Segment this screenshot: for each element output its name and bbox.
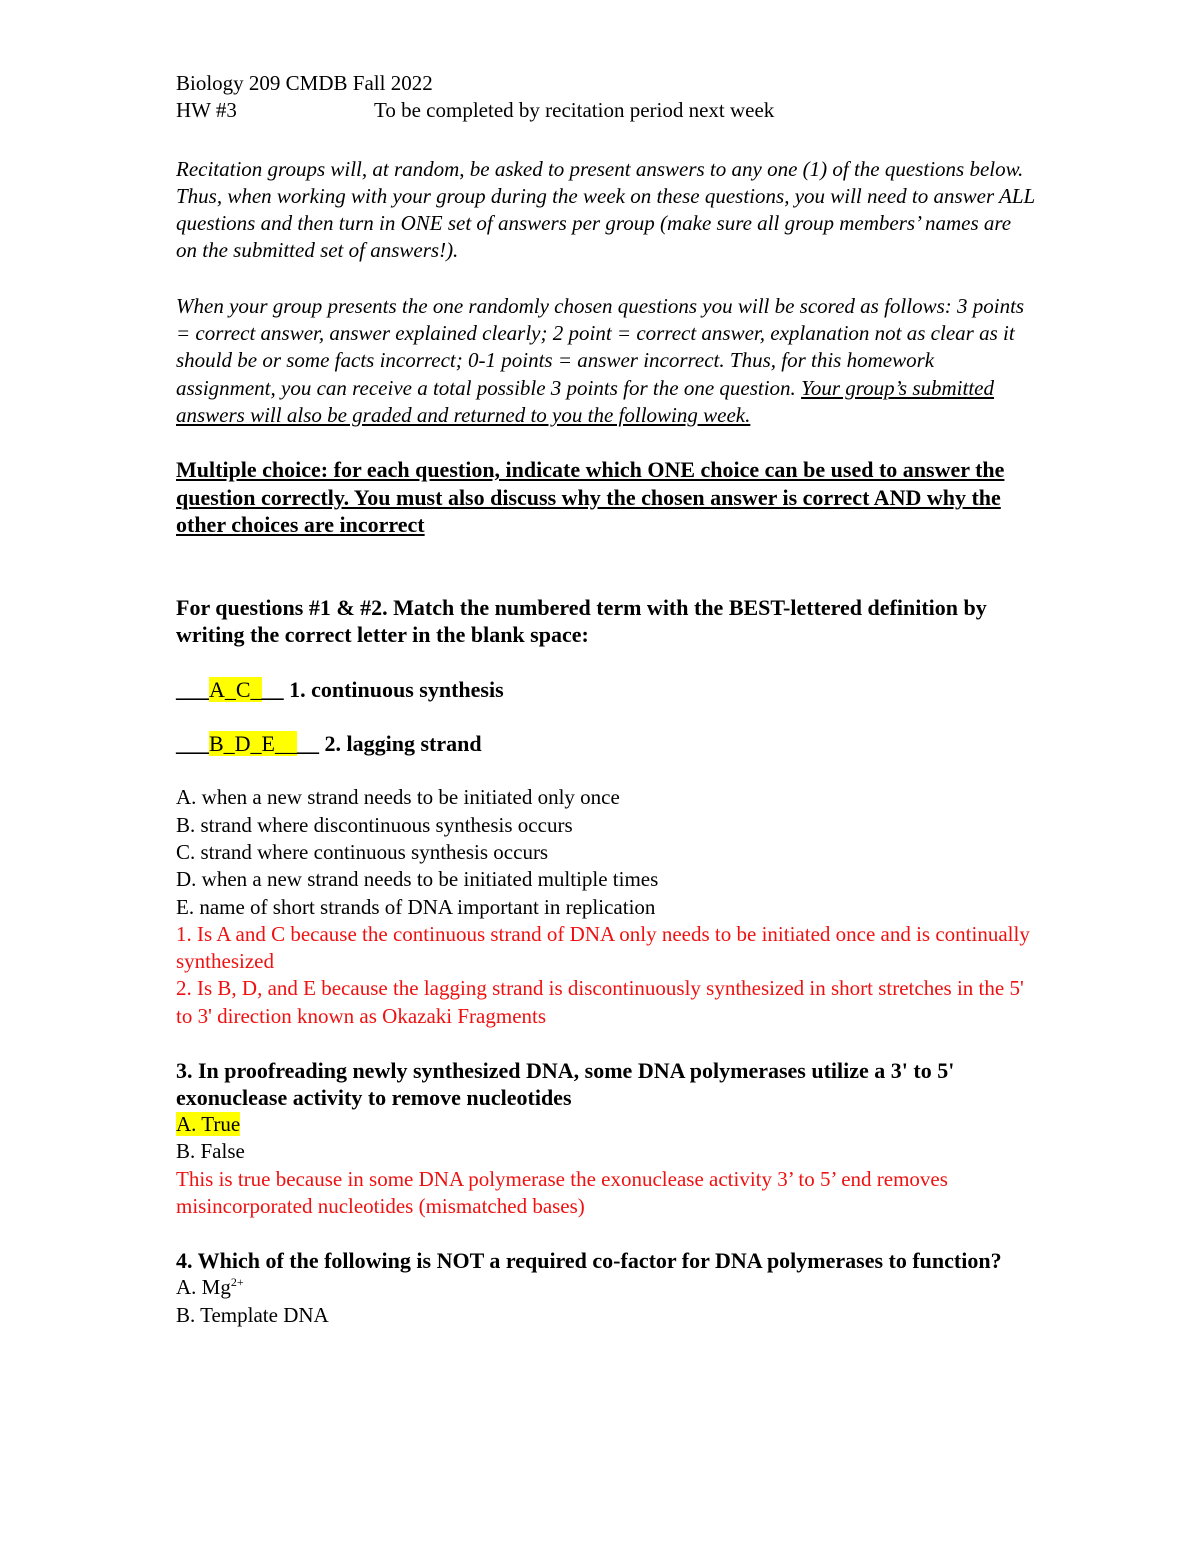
intro-paragraph-2 <box>176 293 1036 429</box>
q3-option-b: B. False <box>176 1139 245 1164</box>
course-title: Biology 209 CMDB Fall 2022 <box>176 71 433 95</box>
document-body <box>176 70 1036 1329</box>
intro-paragraph-2-underlined: Your group’s submitted answers will also be graded and returned to you the following week. <box>176 375 994 427</box>
hw-due: To be completed by recitation period next week <box>374 98 775 123</box>
match-item-1-term: 1. continuous synthesis <box>289 676 504 702</box>
match-item-2 <box>176 730 1036 757</box>
mc-instructions: Multiple choice: for each question, indicate which ONE choice can be used to answer the question correctly. You must also discuss why the chosen answer is correct AND why the other choices are incorrect <box>176 457 1005 538</box>
match-item-2-term: 2. lagging strand <box>324 731 482 757</box>
hw-label: HW #3 <box>176 98 237 123</box>
q4-option-b: B. Template DNA <box>176 1302 329 1327</box>
matching-title: For questions #1 & #2. Match the numbered term with the BEST-lettered definition by writing the correct letter in the blank space: <box>176 594 987 648</box>
intro-paragraph-1: Recitation groups will, at random, be asked to present answers to any one (1) of the questions below. Thus, when working with your group during the week on these questions, you will need to answer ALL questions and then turn in ONE set of answers per group (make sure all group members’ names are on the submitted set of answers!). <box>176 156 1035 263</box>
option-c: C. strand where continuous synthesis occurs <box>176 839 549 864</box>
match-item-2-suffix: __ <box>297 731 325 757</box>
option-b: B. strand where discontinuous synthesis occurs <box>176 812 573 837</box>
match-item-1-answer: A_C_ <box>209 676 262 702</box>
match-item-2-prefix: ___ <box>176 731 209 757</box>
answer-2: 2. Is B, D, and E because the lagging strand is discontinuously synthesized in short stretches in the 5' to 3' direction known as Okazaki Fragments <box>176 976 1024 1028</box>
q3-option-a <box>176 1111 1036 1138</box>
q3-option-a-text: A. True <box>176 1112 241 1137</box>
matching-options <box>176 784 1036 1030</box>
option-a: A. when a new strand needs to be initiated only once <box>176 785 620 810</box>
option-e: E. name of short strands of DNA important in replication <box>176 894 656 919</box>
question-4: 4. Which of the following is NOT a required co-factor for DNA polymerases to function? <box>176 1248 1002 1274</box>
q4-option-a <box>176 1274 1036 1301</box>
answer-1: 1. Is A and C because the continuous strand of DNA only needs to be initiated once and is continually synthesized <box>176 921 1030 974</box>
q4-option-a-text: A. Mg <box>176 1275 231 1300</box>
option-d: D. when a new strand needs to be initiated multiple times <box>176 867 659 892</box>
match-item-1-suffix: __ <box>261 676 290 702</box>
match-item-2-answer: B_D_E__ <box>209 731 297 757</box>
match-item-1 <box>176 676 1036 703</box>
q4-option-a-superscript: 2+ <box>230 1275 244 1290</box>
intro-paragraph-2-text: When your group presents the one randomly chosen questions you will be scored as follows: 3 points = correct answer, answer explained clearly; 2 point = correct answer, explanation not as clear as it should be or some facts incorrect; 0-1 points = answer incorrect. Thus, for this homework assignment, you can receive a total possible 3 points for the one question. <box>176 293 1025 400</box>
question-3: 3. In proofreading newly synthesized DNA, some DNA polymerases utilize a 3' to 5' exonuclease activity to remove nucleotides <box>176 1058 955 1111</box>
hw-line <box>176 97 1036 124</box>
q3-answer: This is true because in some DNA polymerase the exonuclease activity 3’ to 5’ end removes misincorporated nucleotides (mismatched bases) <box>176 1166 948 1218</box>
match-item-1-prefix: ___ <box>176 676 209 702</box>
